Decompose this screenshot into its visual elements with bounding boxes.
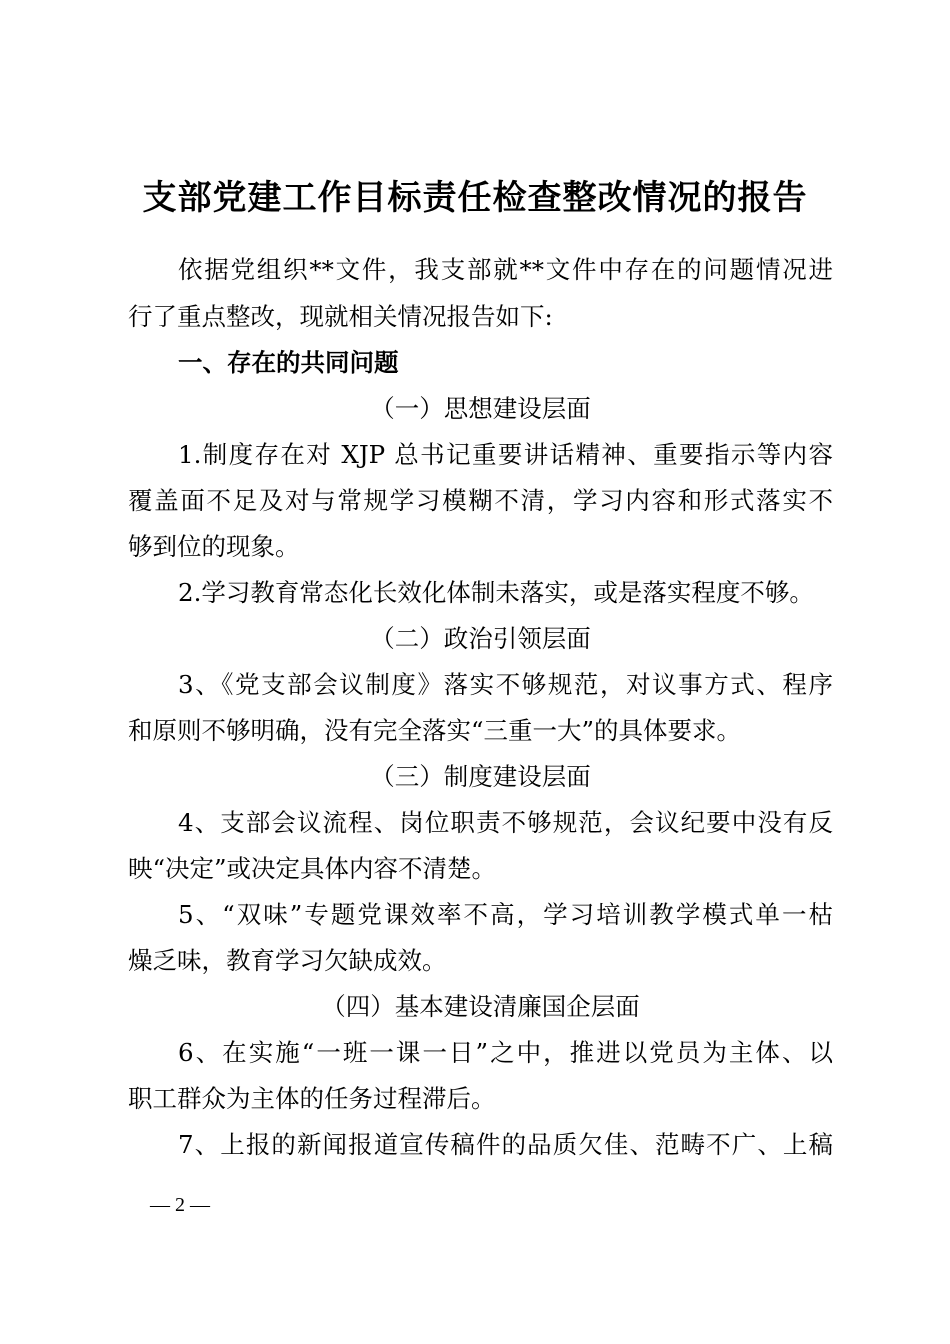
item-5-line-2: 燥乏味，教育学习欠缺成效。: [128, 946, 447, 975]
document-title: 支部党建工作目标责任检查整改情况的报告: [142, 178, 808, 218]
subheading-3: （三）制度建设层面: [370, 762, 591, 791]
item-1-line-3: 够到位的现象。: [128, 532, 300, 561]
subheading-4: （四）基本建设清廉国企层面: [321, 992, 640, 1021]
item-6-line-1: 6、在实施“一班一课一日”之中，推进以党员为主体、以: [178, 1038, 833, 1067]
item-1-line-2: 覆盖面不足及对与常规学习模糊不清，学习内容和形式落实不: [128, 486, 833, 515]
item-4-line-2: 映“决定”或决定具体内容不清楚。: [128, 854, 497, 883]
subheading-2: （二）政治引领层面: [370, 624, 591, 653]
item-7-line-1: 7、上报的新闻报道宣传稿件的品质欠佳、范畴不广、上稿: [178, 1130, 833, 1159]
item-5-line-1: 5、“双味”专题党课效率不高，学习培训教学模式单一枯: [178, 900, 833, 929]
subheading-1: （一）思想建设层面: [370, 394, 591, 423]
item-6-line-2: 职工群众为主体的任务过程滞后。: [128, 1084, 496, 1113]
item-1-line-1: 1.制度存在对 XJP 总书记重要讲话精神、重要指示等内容: [178, 440, 833, 469]
item-3-line-2: 和原则不够明确，没有完全落实“三重一大”的具体要求。: [128, 716, 742, 745]
intro-line-2: 行了重点整改，现就相关情况报告如下:: [128, 302, 553, 331]
item-3-line-1: 3、《党支部会议制度》落实不够规范，对议事方式、程序: [178, 670, 833, 699]
intro-line-1: 依据党组织**文件，我支部就**文件中存在的问题情况进: [178, 255, 833, 284]
item-4-line-1: 4、支部会议流程、岗位职责不够规范，会议纪要中没有反: [178, 808, 833, 837]
page-number: — 2 —: [150, 1194, 210, 1216]
section-heading-1: 一、存在的共同问题: [178, 348, 399, 377]
item-2: 2.学习教育常态化长效化体制未落实，或是落实程度不够。: [178, 578, 814, 607]
